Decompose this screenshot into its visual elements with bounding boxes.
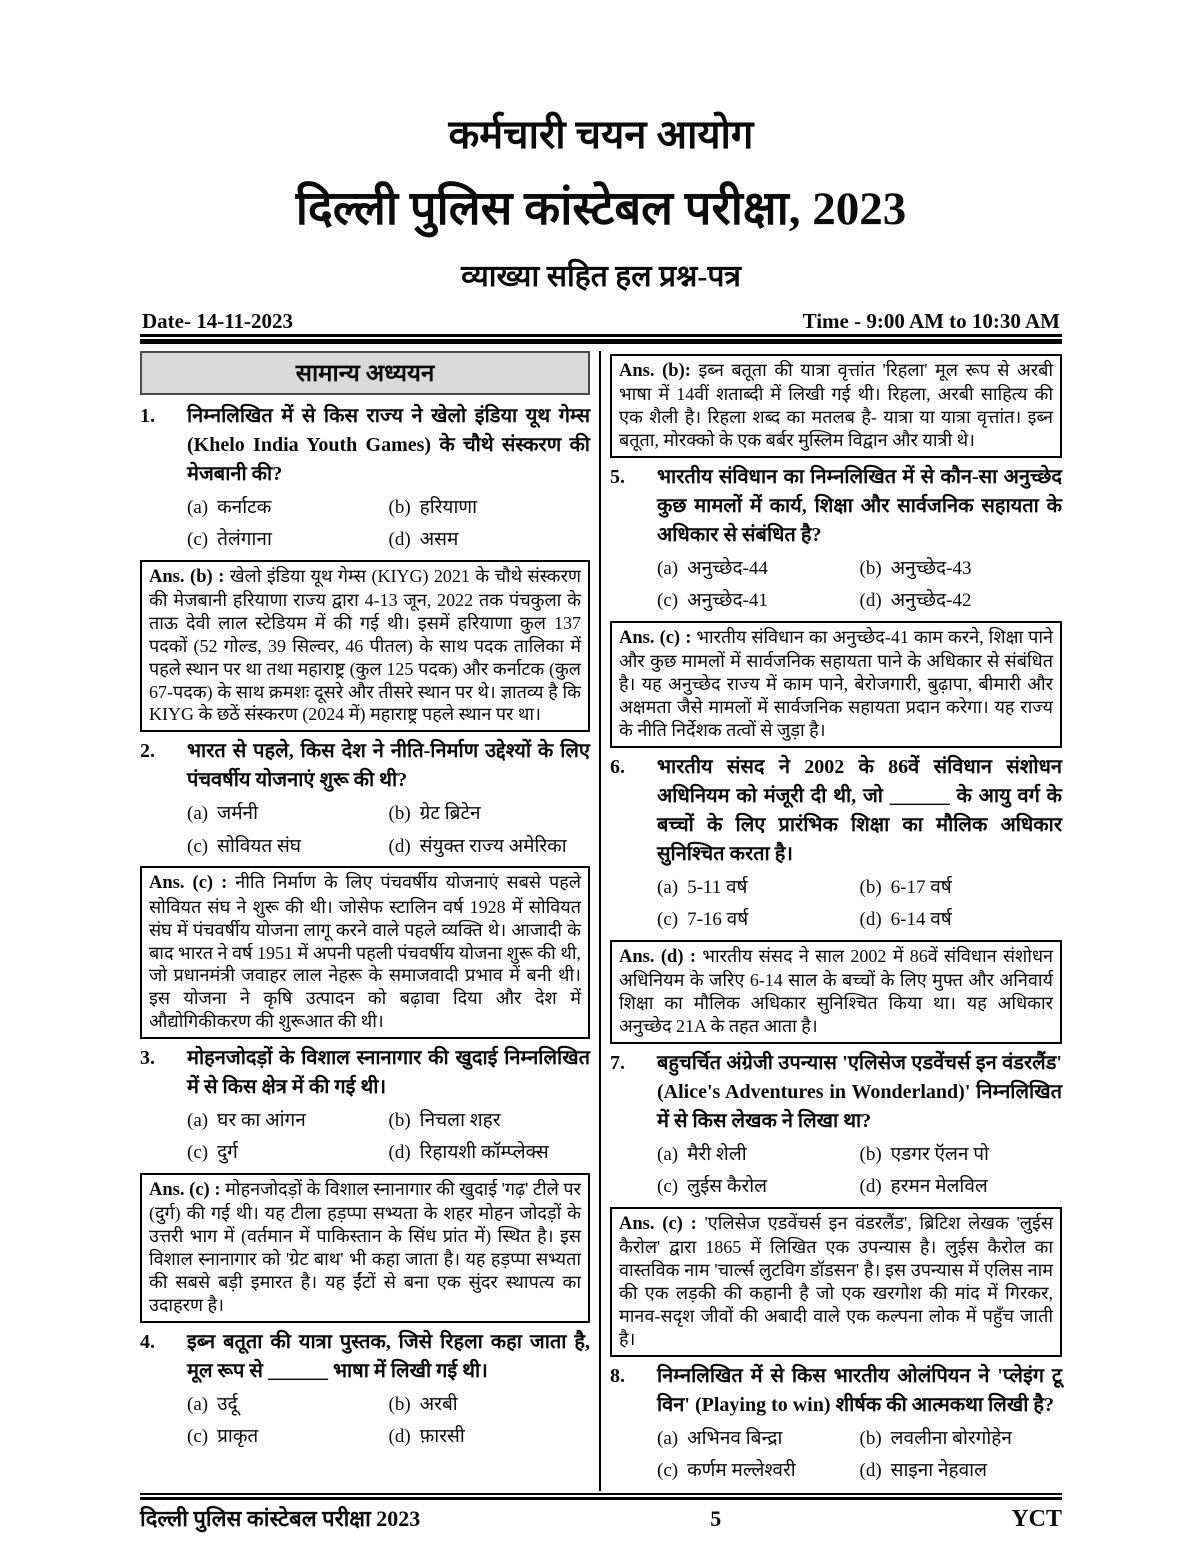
option-row [657, 553, 1062, 586]
exam-title: दिल्ली पुलिस कांस्टेबल परीक्षा, 2023 [295, 183, 907, 235]
question-4-text: इब्न बतूता की यात्रा पुस्तक, जिसे रिहला कहा जाता है, मूल रूप से ______ भाषा में लिखी गई थी। [187, 1330, 590, 1382]
option-row [657, 1139, 1062, 1172]
answer-4-box [610, 354, 1062, 458]
question-2 [140, 737, 590, 863]
option-row [657, 872, 1062, 905]
option-row [187, 1105, 590, 1138]
option-d [389, 1137, 591, 1170]
answer-2-text: नीति निर्माण के लिए पंचवर्षीय योजनाएं सबसे पहले सोवियत संघ ने शुरू की थी। जोसेफ स्टालिन वर्ष 1928 में सोवियत संघ में पंचवर्षीय योजना लागू करने वाले पहले व्यक्ति थे। आजादी के बाद भारत ने वर्ष 1951 में अपनी पहली पंचवर्षीय योजना शुरू की थी, जो प्रधानमंत्री जवाहर लाल नेहरू के समाजवादी प्रभाव में बनी थी। इस योजना ने कृषि उत्पादन को बढ़ावा दिया और देश में औद्योगिकीकरण की शुरूआत की थी। [149, 872, 582, 1032]
option-d [860, 585, 1063, 618]
option-b-label: (b) [859, 1427, 882, 1449]
question-4 [140, 1328, 590, 1454]
question-5 [610, 463, 1062, 618]
option-d-label: (d) [388, 529, 411, 551]
question-3-text: मोहनजोदड़ों के विशाल स्नानागार की खुदाई निम्नलिखित में से किस क्षेत्र में की गई थी। [187, 1046, 590, 1098]
answer-1-box [140, 560, 590, 733]
option-a-text: अनुच्छेद-44 [687, 557, 768, 579]
page-number: 5 [710, 1505, 722, 1531]
option-a-text: मैरी शेली [687, 1143, 747, 1165]
option-d-text: संयुक्त राज्य अमेरिका [419, 835, 567, 857]
option-b-text: हरियाणा [419, 496, 478, 518]
option-a-label: (a) [657, 1427, 679, 1449]
question-8-options [657, 1423, 1062, 1488]
option-a-label: (a) [187, 496, 209, 518]
question-8-text: निम्नलिखित में से किस भारतीय ओलंपियन ने 'प्लेइंग टू विन' (Playing to win) शीर्षक की आत्मकथा लिखी है? [657, 1364, 1062, 1416]
question-7 [610, 1049, 1062, 1204]
option-d [389, 1421, 591, 1454]
answer-5-box [610, 621, 1062, 748]
option-b [389, 492, 591, 525]
option-b [860, 1423, 1063, 1456]
two-column-body [140, 351, 1062, 1491]
option-a-label: (a) [657, 876, 679, 898]
option-row [657, 1171, 1062, 1204]
option-d [389, 524, 591, 557]
option-c-label: (c) [657, 590, 679, 612]
option-d [860, 1455, 1063, 1488]
question-7-text: बहुचर्चित अंग्रेजी उपन्यास 'एलिसेज एडवेंचर्स इन वंडरलैंड' (Alice's Adventures in Wonderland)' निम्नलिखित में से किस लेखक ने लिखा था? [657, 1051, 1062, 1132]
option-c-label: (c) [657, 1460, 679, 1482]
option-b [860, 872, 1063, 905]
option-d-text: असम [419, 529, 459, 551]
option-d-text: साइना नेहवाल [890, 1460, 987, 1482]
option-d-label: (d) [388, 835, 411, 857]
option-b-text: अरबी [419, 1393, 458, 1415]
option-b-label: (b) [388, 1109, 411, 1131]
option-a [187, 1105, 389, 1138]
answer-5-text: भारतीय संविधान का अनुच्छेद-41 काम करने, शिक्षा पाने और कुछ मामलों में सार्वजनिक सहायता पाने के अधिकार से संबंधित है। यह अनुच्छेद राज्य में काम पाने, बेरोजगारी, बुढ़ापा, बीमारी और अक्षमता जैसे मामलों में सार्वजनिक सहायता प्रदान करेगा। यह राज्य के नीति निर्देशक तत्वों से जुड़ा है। [619, 626, 1053, 740]
option-c-label: (c) [187, 1142, 209, 1164]
option-c-label: (c) [187, 835, 209, 857]
answer-7-box [610, 1207, 1062, 1357]
option-c-text: 7-16 वर्ष [687, 909, 749, 931]
option-a [657, 1423, 860, 1456]
option-d-label: (d) [859, 590, 882, 612]
option-row [187, 798, 590, 831]
option-a-text: कर्नाटक [217, 496, 272, 518]
option-b-text: ग्रेट ब्रिटेन [419, 803, 481, 825]
question-8 [610, 1362, 1062, 1488]
option-a [657, 553, 860, 586]
footer-line-1 [140, 1493, 1062, 1495]
option-c-text: तेलंगाना [217, 529, 272, 551]
answer-4-label: Ans. (b): [619, 360, 691, 381]
option-b-text: 6-17 वर्ष [890, 876, 952, 898]
option-a-label: (a) [187, 1109, 209, 1131]
option-b [389, 798, 591, 831]
option-a [187, 492, 389, 525]
option-d-text: अनुच्छेद-42 [890, 590, 972, 612]
option-row [657, 585, 1062, 618]
option-c-text: सोवियत संघ [217, 835, 302, 857]
exam-time: Time - 9:00 AM to 10:30 AM [802, 308, 1060, 333]
option-row [187, 492, 590, 525]
option-c [187, 1421, 389, 1454]
right-column [601, 351, 1062, 1491]
option-d-text: रिहायशी कॉम्प्लेक्स [419, 1142, 549, 1164]
question-3-number: 3. [140, 1046, 155, 1069]
footer-exam-title: दिल्ली पुलिस कांस्टेबल परीक्षा 2023 [140, 1505, 421, 1531]
organization-title: कर्मचारी चयन आयोग [448, 112, 754, 157]
question-3-options [187, 1105, 590, 1170]
option-d-label: (d) [388, 1142, 411, 1164]
question-3 [140, 1044, 590, 1170]
option-d-label: (d) [859, 1176, 882, 1198]
question-2-number: 2. [140, 740, 155, 763]
option-d [389, 831, 591, 864]
option-row [657, 1455, 1062, 1488]
option-row [187, 1421, 590, 1454]
answer-7-text: 'एलिसेज एडवेंचर्स इन वंडरलैंड', ब्रिटिश लेखक 'लुईस कैरोल' द्वारा 1865 में लिखित एक उपन्यास है। लुईस कैरोल का वास्तविक नाम 'चार्ल्स लुटविग डॉडसन' है। इस उपन्यास में एलिस नाम की एक लड़की की कहानी है जो एक खरगोश की मांद में गिरकर, मानव-सदृश जीवों की अबादी वाले एक कल्पना लोक में पहुँच जाती है। [619, 1212, 1053, 1349]
option-c [657, 1171, 860, 1204]
option-d [860, 904, 1063, 937]
option-d [860, 1171, 1063, 1204]
question-4-options [187, 1389, 590, 1454]
question-5-number: 5. [610, 465, 625, 488]
option-d-text: फ़ारसी [419, 1426, 465, 1448]
answer-1-text: खेलो इंडिया यूथ गेम्स (KIYG) 2021 के चौथे संस्करण की मेजबानी हरियाणा राज्य द्वारा 4-13 जून, 2022 तक पंचकुला के ताऊ देवी लाल स्टेडियम में की गई थी। इसमें हरियाणा कुल 137 पदकों (52 गोल्ड, 39 सिल्वर, 46 पीतल) के साथ पदक तालिका में पहले स्थान पर था तथा महाराष्ट्र (कुल 125 पदक) और कर्नाटक (कुल 67-पदक) के साथ क्रमशः दूसरे और तीसरे स्थान पर थे। ज्ञातव्य है कि KIYG के छठें संस्करण (2024 में) महाराष्ट्र पहले स्थान पर था। [149, 565, 581, 725]
option-c [187, 831, 389, 864]
exam-date: Date- 14-11-2023 [142, 308, 294, 333]
option-a-text: उर्दू [217, 1393, 238, 1415]
footer-divider [140, 1493, 1062, 1500]
divider-line-thin [140, 334, 1062, 337]
question-1 [140, 402, 590, 557]
option-c [187, 1137, 389, 1170]
option-c-label: (c) [657, 1176, 679, 1198]
answer-7-label: Ans. (c) : [619, 1213, 697, 1234]
option-row [187, 1389, 590, 1422]
option-b-label: (b) [859, 557, 882, 579]
option-d-label: (d) [859, 1460, 882, 1482]
option-c [657, 585, 860, 618]
question-7-number: 7. [610, 1051, 625, 1074]
option-b-text: लवलीना बोरगोहेन [890, 1427, 1012, 1449]
option-a [187, 798, 389, 831]
answer-6-label: Ans. (d) : [619, 946, 697, 967]
option-c [657, 904, 860, 937]
section-title: सामान्य अध्ययन [140, 351, 590, 395]
answer-3-box [140, 1173, 590, 1323]
option-c-text: अनुच्छेद-41 [687, 590, 768, 612]
option-c-text: प्राकृत [217, 1426, 259, 1448]
option-a-label: (a) [657, 1143, 679, 1165]
option-b [860, 1139, 1063, 1172]
option-a-label: (a) [187, 1393, 209, 1415]
option-b-label: (b) [388, 803, 411, 825]
option-c-text: लुईस कैरोल [687, 1176, 768, 1198]
option-row [187, 1137, 590, 1170]
question-8-number: 8. [610, 1364, 625, 1387]
option-b-label: (b) [388, 1393, 411, 1415]
answer-6-text: भारतीय संसद ने साल 2002 में 86वें संविधान संशोधन अधिनियम के जरिए 6-14 साल के बच्चों के लिए मुफ्त और अनिवार्य शिक्षा का मौलिक अधिकार सुनिश्चित किया था। यह अधिकार अनुच्छेद 21A के तहत आता है। [619, 945, 1054, 1036]
option-c-label: (c) [657, 909, 679, 931]
question-6 [610, 753, 1062, 937]
question-1-text: निम्नलिखित में से किस राज्य ने खेलो इंडिया यूथ गेम्स (Khelo India Youth Games) के चौथे संस्करण की मेजबानी की? [187, 404, 590, 485]
option-b-label: (b) [859, 876, 882, 898]
option-d-text: 6-14 वर्ष [890, 909, 952, 931]
option-row [657, 904, 1062, 937]
option-b-text: निचला शहर [419, 1109, 501, 1131]
option-a-label: (a) [187, 803, 209, 825]
option-b [389, 1389, 591, 1422]
option-d-label: (d) [859, 909, 882, 931]
option-a-text: 5-11 वर्ष [687, 876, 748, 898]
option-c [187, 524, 389, 557]
answer-5-label: Ans. (c) : [619, 627, 692, 648]
option-b-text: एडगर ऍलन पो [890, 1143, 989, 1165]
option-c-label: (c) [187, 1426, 209, 1448]
option-d-label: (d) [388, 1426, 411, 1448]
option-row [187, 831, 590, 864]
question-6-text: भारतीय संसद ने 2002 के 86वें संविधान संशोधन अधिनियम को मंजूरी दी थी, जो ______ के आयु वर्ग के बच्चों के लिए प्रारंभिक शिक्षा का मौलिक अधिकार सुनिश्चित करता है। [657, 755, 1062, 865]
divider-line-thick [140, 339, 1062, 344]
option-b [860, 553, 1063, 586]
option-a-text: घर का आंगन [217, 1109, 306, 1131]
question-7-options [657, 1139, 1062, 1204]
option-c-text: दुर्ग [217, 1142, 238, 1164]
answer-2-label: Ans. (c) : [149, 873, 228, 894]
question-5-options [657, 553, 1062, 618]
option-d-text: हरमन मेलविल [890, 1176, 988, 1198]
option-a-label: (a) [657, 557, 679, 579]
paper-subtitle: व्याख्या सहित हल प्रश्न-पत्र [461, 259, 741, 293]
option-a [657, 1139, 860, 1172]
publisher-mark: YCT [1011, 1505, 1062, 1532]
answer-1-label: Ans. (b) : [149, 566, 225, 587]
option-row [187, 524, 590, 557]
header-divider [140, 334, 1062, 344]
answer-3-label: Ans. (c) : [149, 1179, 221, 1200]
option-c-label: (c) [187, 529, 209, 551]
question-1-number: 1. [140, 404, 155, 427]
option-a [657, 872, 860, 905]
question-5-text: भारतीय संविधान का निम्नलिखित में से कौन-सा अनुच्छेद कुछ मामलों में कार्य, शिक्षा और सार्वजनिक सहायता के अधिकार से संबंधित है? [657, 465, 1062, 546]
option-a-text: जर्मनी [217, 803, 259, 825]
question-6-options [657, 872, 1062, 937]
question-2-options [187, 798, 590, 863]
left-column [140, 351, 601, 1491]
footer [140, 1503, 1062, 1533]
question-2-text: भारत से पहले, किस देश ने नीति-निर्माण उद्देश्यों के लिए पंचवर्षीय योजनाएं शुरू की थी? [187, 740, 590, 792]
date-time-row [140, 309, 1062, 334]
option-b-label: (b) [859, 1143, 882, 1165]
option-b [389, 1105, 591, 1138]
answer-4-text: इब्न बतूता की यात्रा वृत्तांत 'रिहला' मूल रूप से अरबी भाषा में 14वीं शताब्दी में लिखी गई थी। रिहला, अरबी साहित्य की एक शैली है। रिहला शब्द का मतलब है- यात्रा या यात्रा वृत्तांत। इब्न बतूता, मोरक्को के एक बर्बर मुस्लिम विद्वान और यात्री थे। [619, 359, 1054, 450]
question-4-number: 4. [140, 1330, 155, 1353]
option-a-text: अभिनव बिन्द्रा [687, 1427, 783, 1449]
answer-6-box [610, 940, 1062, 1044]
option-b-text: अनुच्छेद-43 [890, 557, 972, 579]
option-row [657, 1423, 1062, 1456]
footer-line-2 [140, 1497, 1062, 1500]
option-b-label: (b) [388, 496, 411, 518]
answer-2-box [140, 866, 590, 1039]
option-a [187, 1389, 389, 1422]
answer-3-text: मोहनजोदड़ों के विशाल स्नानागार की खुदाई 'गढ़' टीले पर (दुर्ग) की गई थी। यह टीला हड़प्पा सभ्यता के शहर मोहन जोदड़ों के उत्तरी भाग में (वर्तमान में पाकिस्तान के सिंध प्रांत में) स्थित है। इस विशाल स्नानागार को 'ग्रेट बाथ' भी कहा जाता है। यह हड़प्पा सभ्यता की सबसे बड़ी इमारत है। यह ईंटों से बना एक सुंदर स्थापत्य का उदाहरण है। [149, 1178, 582, 1315]
option-c-text: कर्णम मल्लेश्वरी [687, 1460, 796, 1482]
question-6-number: 6. [610, 755, 625, 778]
question-1-options [187, 492, 590, 557]
option-c [657, 1455, 860, 1488]
